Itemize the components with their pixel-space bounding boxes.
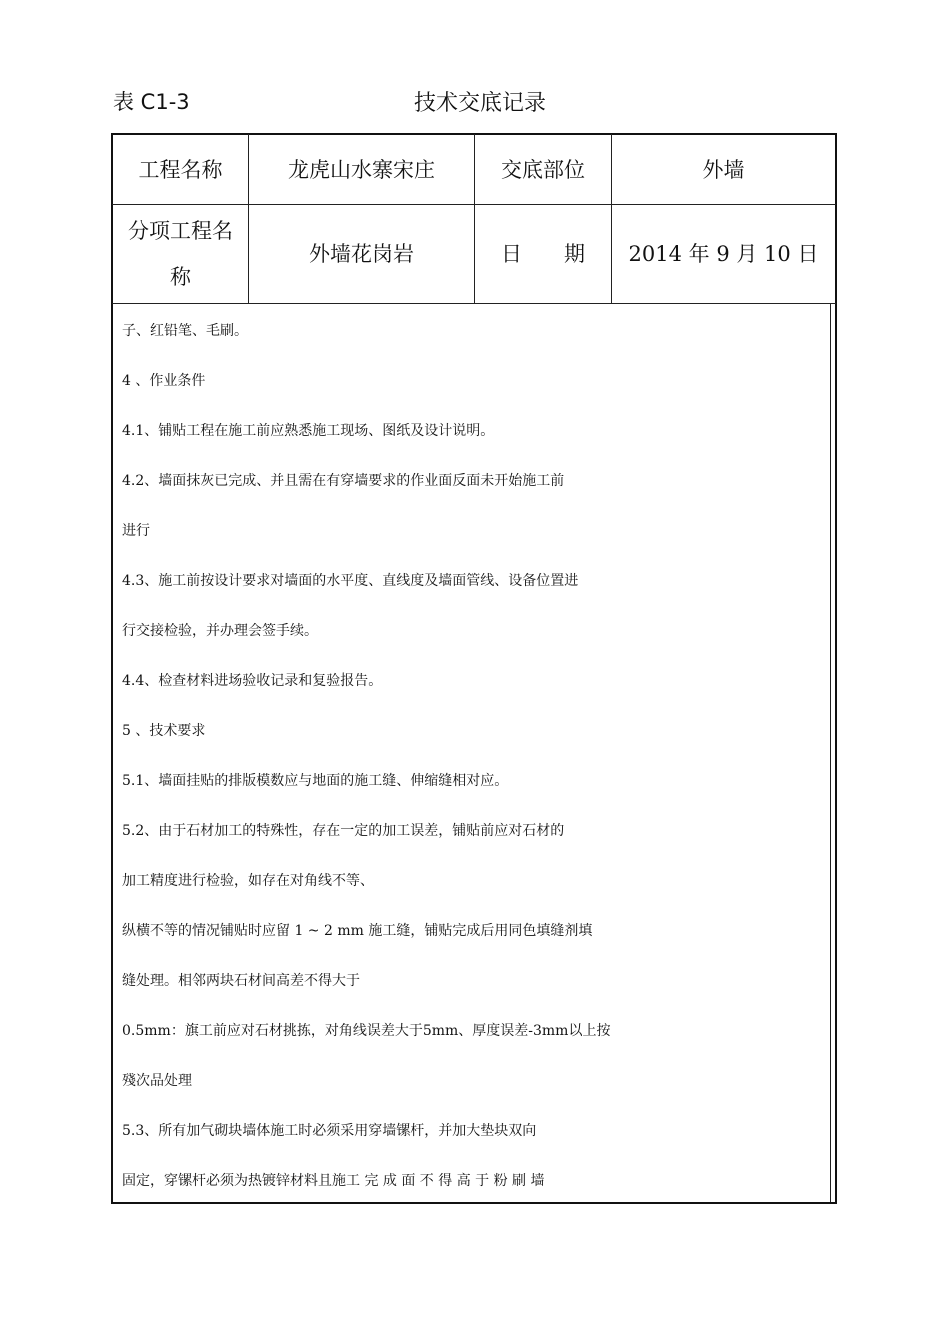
project-name-value: 龙虎山水寨宋庄	[288, 157, 435, 182]
date-label: 日 期	[501, 242, 585, 266]
content-line: 5.2、由于石材加工的特殊性，存在一定的加工误差，铺贴前应对石材的	[122, 823, 565, 839]
content-line: 加工精度进行检验，如存在对角线不等、	[122, 873, 374, 889]
subproject-label-line2: 称	[170, 265, 191, 289]
location-value: 外墙	[702, 157, 745, 182]
date-value: 2014 年 9 月 10 日	[628, 242, 819, 266]
content-line: 行交接检验，并办理会签手续。	[122, 623, 318, 639]
content-line: 5.3、所有加气砌块墙体施工时必须采用穿墙镙杆，并加大垫块双向	[122, 1123, 537, 1139]
subproject-label	[113, 205, 248, 303]
subproject-value: 外墙花岗岩	[309, 242, 414, 266]
project-name-label: 工程名称	[138, 157, 223, 182]
content-line: 缝处理。相邻两块石材间高差不得大于	[122, 973, 360, 989]
content-line: 4.1、铺贴工程在施工前应熟悉施工现场、图纸及设计说明。	[122, 423, 495, 439]
document-title: 技术交底记录	[413, 91, 546, 116]
content-line: 5.1、墙面挂贴的排版模数应与地面的施工缝、伸缩缝相对应。	[122, 773, 509, 789]
content-line: 固定，穿镙杆必须为热镀锌材料且施工 完 成 面 不 得 高 于 粉 刷 墙	[122, 1173, 545, 1189]
subproject-label-line1: 分项工程名	[128, 219, 233, 243]
content-line: 0.5mm：旗工前应对石材挑拣，对角线误差大于5mm、厚度误差-3mm以上按	[122, 1023, 611, 1039]
content-line: 4.4、检查材料进场验收记录和复验报告。	[122, 673, 383, 689]
content-line: 4.2、墙面抹灰已完成、并且需在有穿墙要求的作业面反面未开始施工前	[122, 473, 565, 489]
content-line: 殘次品处理	[122, 1073, 192, 1089]
location-label: 交底部位	[501, 157, 585, 182]
content-line: 子、红铅笔、毛刷。	[122, 323, 248, 339]
disclosure-content	[122, 306, 842, 1206]
content-line: 5 、技术要求	[122, 723, 206, 739]
form-number: 表 C1-3	[113, 90, 190, 114]
content-line: 纵横不等的情况铺贴时应留 1 ~ 2 mm 施工缝，铺贴完成后用同色填缝剂填	[122, 923, 593, 939]
content-line: 4 、作业条件	[122, 373, 206, 389]
content-line: 4.3、施工前按设计要求对墙面的水平度、直线度及墙面管线、设备位置进	[122, 573, 579, 589]
content-line: 进行	[122, 523, 150, 539]
